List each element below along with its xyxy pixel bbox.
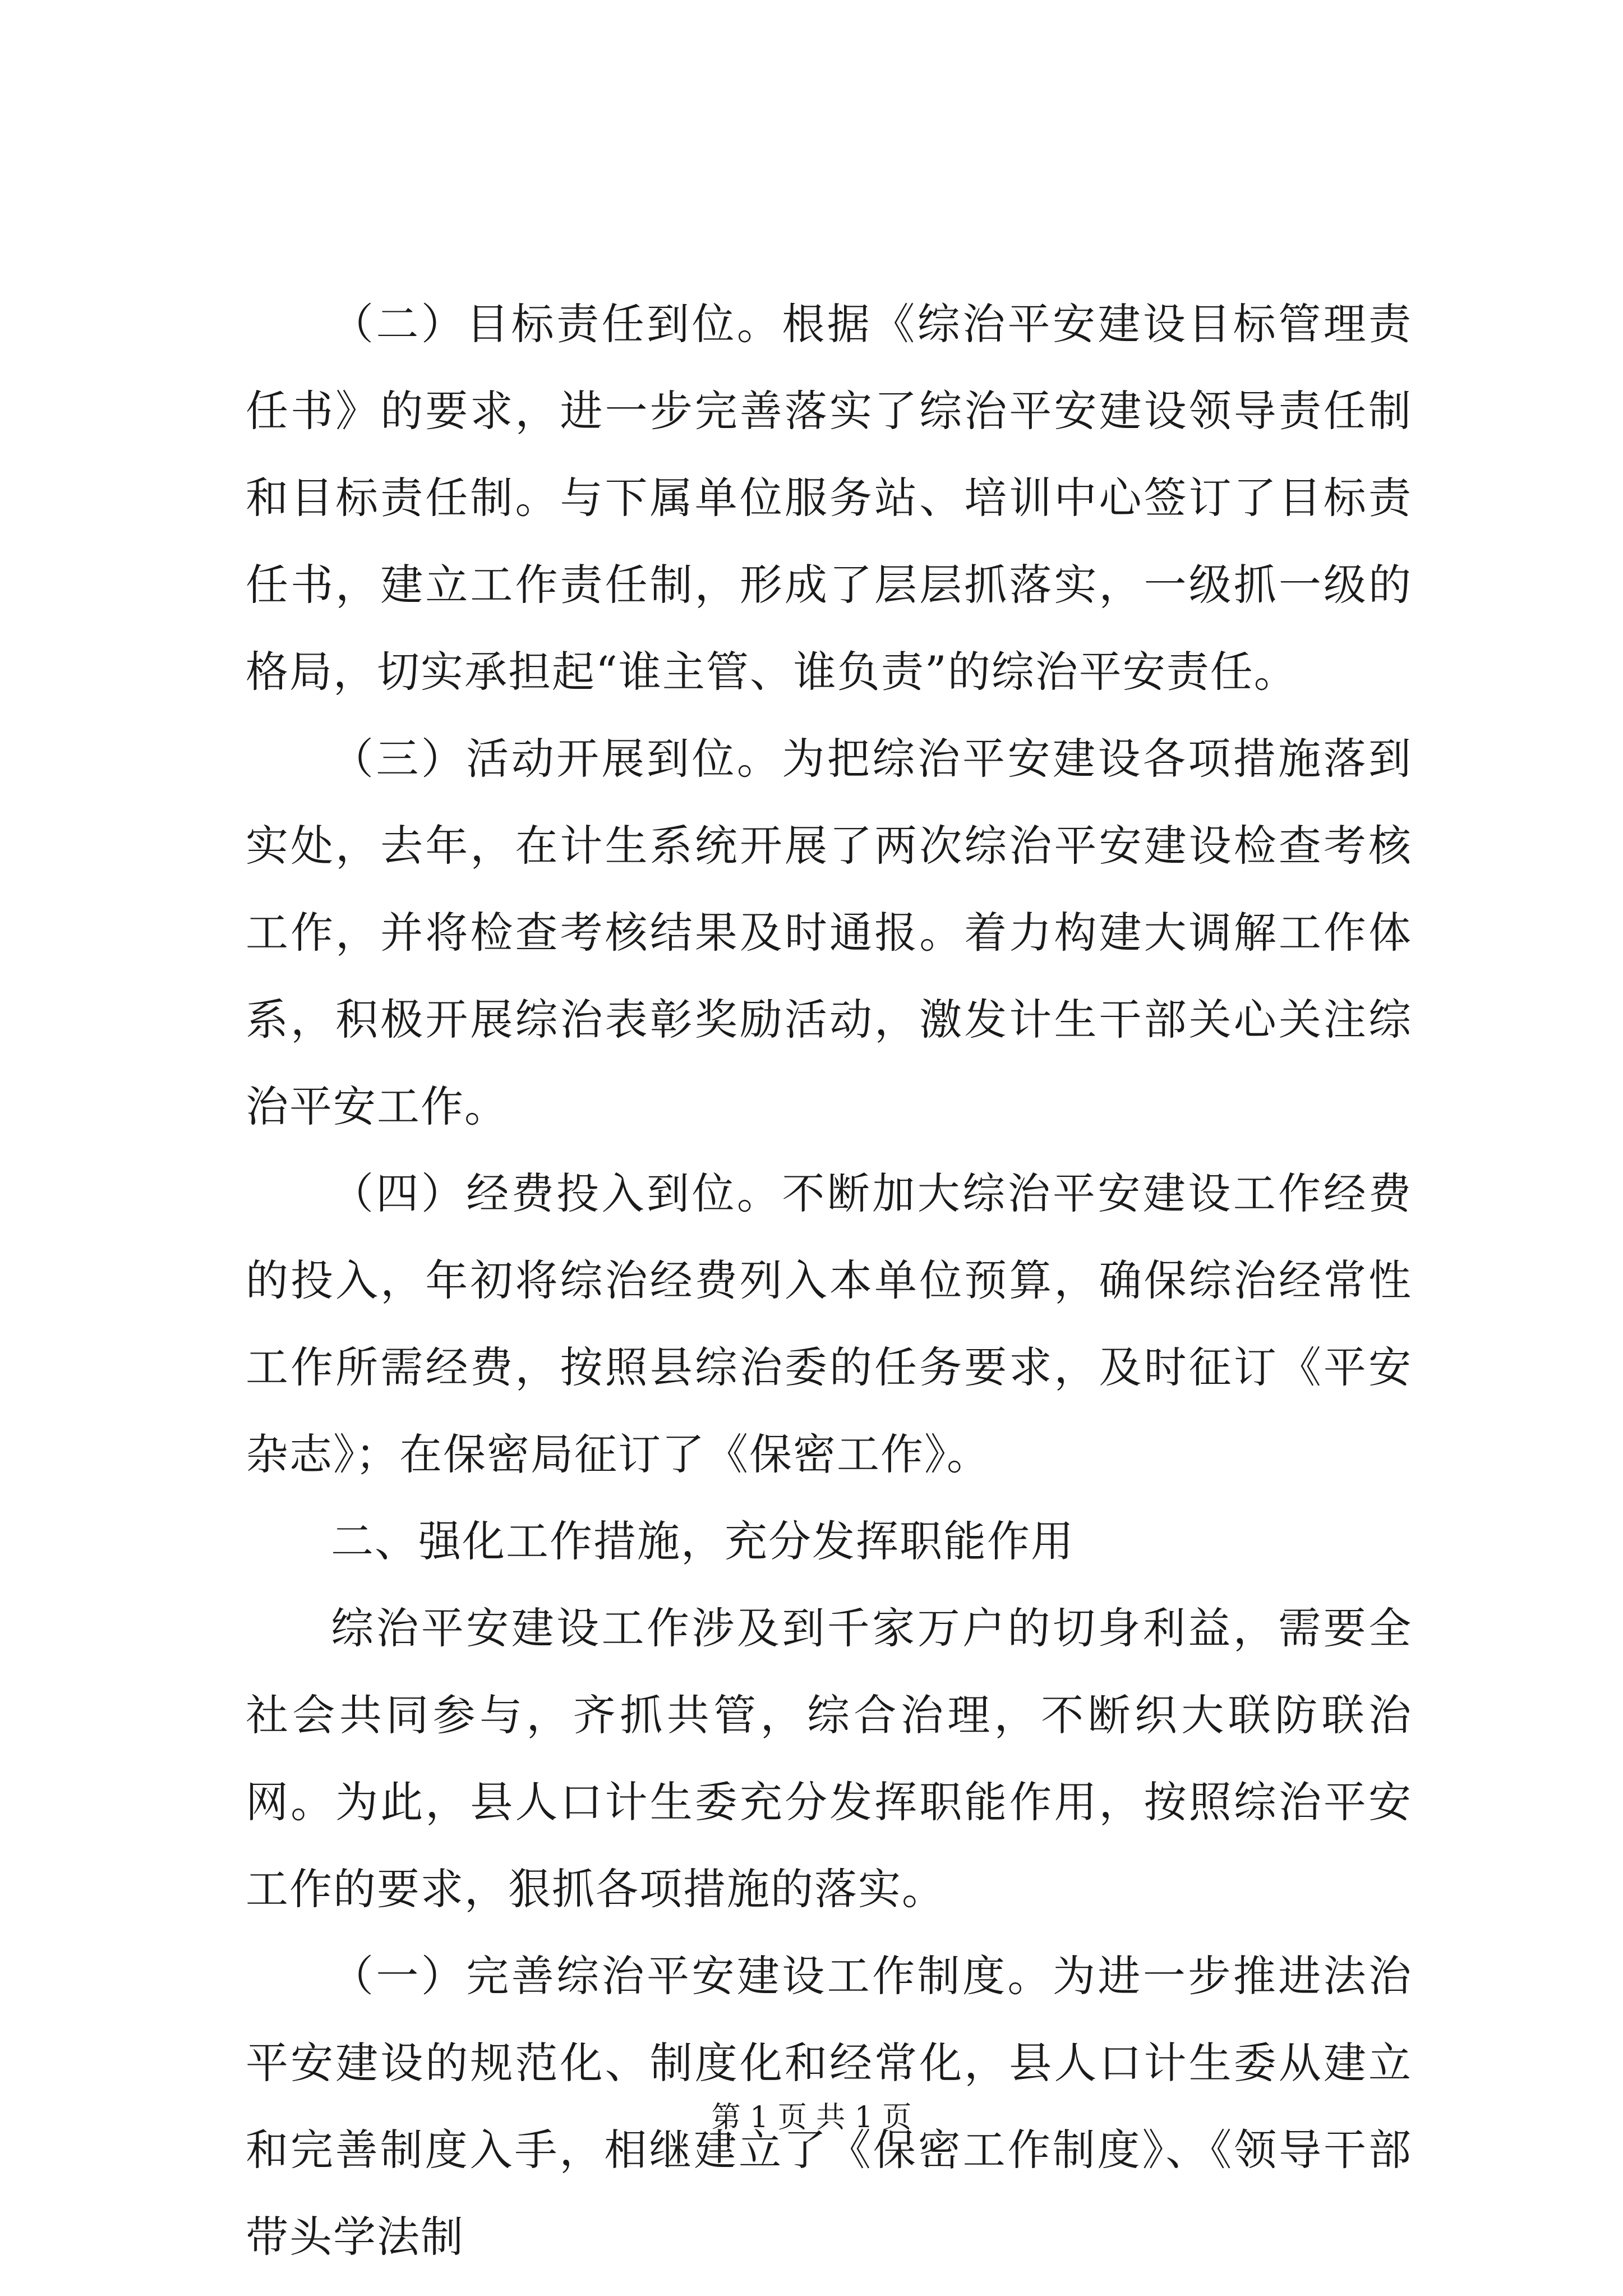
paragraph-target-responsibility: （二）目标责任到位。根据《综治平安建设目标管理责任书》的要求，进一步完善落实了综治平安建设领导责任制和目标责任制。与下属单位服务站、培训中心签订了目标责任书，建立工作责任制，形成了层层抓落实，一级抓一级的格局，切实承担起“谁主管、谁负责”的综治平安责任。 <box>246 299 1412 697</box>
section-heading: 二、强化工作措施，充分发挥职能作用 <box>331 1516 1075 1566</box>
paragraph-system-improvement: （一）完善综治平安建设工作制度。为进一步推进法治平安建设的规范化、制度化和经常化，县人口计生委从建立和完善制度入手，相继建立了《保密工作制度》、《领导干部带头学法制 <box>246 1951 1412 2262</box>
paragraph-intro: 综治平安建设工作涉及到千家万户的切身利益，需要全社会共同参与，齐抓共管，综合治理，不断织大联防联治网。为此，县人口计生委充分发挥职能作用，按照综治平安工作的要求，狠抓各项措施的落实。 <box>246 1603 1412 1914</box>
paragraph-funding: （四）经费投入到位。不断加大综治平安建设工作经费的投入，年初将综治经费列入本单位预算，确保综治经常性工作所需经费，按照县综治委的任务要求，及时征订《平安杂志》；在保密局征订了《保密工作》。 <box>246 1168 1412 1479</box>
paragraph-activities: （三）活动开展到位。为把综治平安建设各项措施落到实处，去年，在计生系统开展了两次综治平安建设检查考核工作，并将检查考核结果及时通报。着力构建大调解工作体系，积极开展综治表彰奖励活动，激发计生干部关心关注综治平安工作。 <box>246 734 1412 1131</box>
document-body <box>246 280 1412 2280</box>
page-number-footer: 第 1 页 共 1 页 <box>711 2101 912 2134</box>
